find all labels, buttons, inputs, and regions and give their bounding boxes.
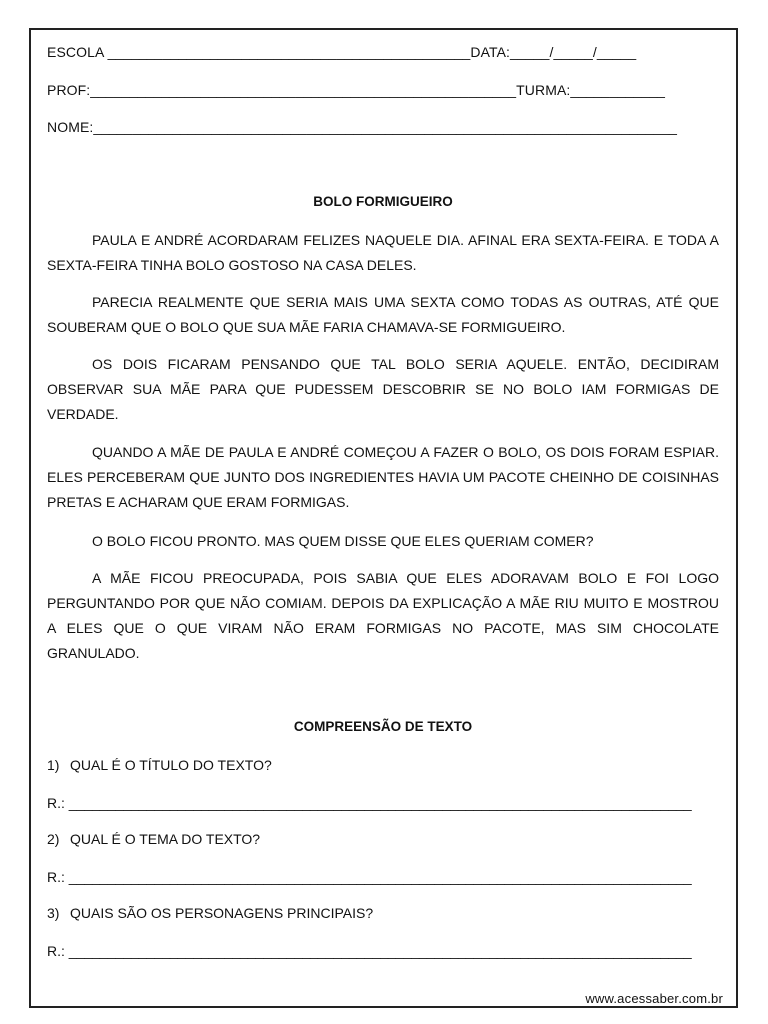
answer-line-2: R.: ________________________________________________________________________________: [47, 869, 692, 885]
question-2: [47, 831, 719, 847]
question-1: [47, 757, 719, 773]
worksheet-border: [29, 28, 738, 1008]
question-number: 1): [47, 757, 60, 773]
story-paragraph: PARECIA REALMENTE QUE SERIA MAIS UMA SEXTA COMO TODAS AS OUTRAS, ATÉ QUE SOUBERAM QUE O BOLO QUE SUA MÃE FARIA CHAMAVA-SE FORMIGUEIRO.: [47, 294, 719, 335]
question-3: [47, 905, 719, 921]
answer-line-3: R.: ________________________________________________________________________________: [47, 943, 692, 959]
question-number: 2): [47, 831, 60, 847]
story-title: BOLO FORMIGUEIRO: [313, 194, 453, 209]
answer-line-1: R.: ________________________________________________________________________________: [47, 795, 692, 811]
name-line: NOME:__________________________________________________________________________: [47, 119, 677, 135]
question-text: QUAIS SÃO OS PERSONAGENS PRINCIPAIS?: [70, 905, 374, 921]
website-footer[interactable]: www.acessaber.com.br: [585, 991, 723, 1006]
story-paragraph: QUANDO A MÃE DE PAULA E ANDRÉ COMEÇOU A FAZER O BOLO, OS DOIS FORAM ESPIAR. ELES PERCEBERAM QUE JUNTO DOS INGREDIENTES HAVIA UM PACOTE CHEINHO DE COISINHAS PRETAS E ACHARAM QUE ERAM FORMIGAS.: [47, 444, 719, 510]
story-paragraph: PAULA E ANDRÉ ACORDARAM FELIZES NAQUELE DIA. AFINAL ERA SEXTA-FEIRA. E TODA A SEXTA-FEIRA TINHA BOLO GOSTOSO NA CASA DELES.: [47, 232, 719, 273]
school-date-line: ESCOLA ______________________________________________DATA:_____/_____/_____: [47, 44, 637, 60]
story-paragraph: A MÃE FICOU PREOCUPADA, POIS SABIA QUE ELES ADORAVAM BOLO E FOI LOGO PERGUNTANDO POR QUE NÃO COMIAM. DEPOIS DA EXPLICAÇÃO A MÃE RIU MUITO E MOSTROU A ELES QUE O QUE VIRAM NÃO ERAM FORMIGAS NO PACOTE, MAS SIM CHOCOLATE GRANULADO.: [47, 570, 719, 661]
question-text: QUAL É O TÍTULO DO TEXTO?: [70, 757, 272, 773]
comprehension-title: COMPREENSÃO DE TEXTO: [293, 719, 473, 734]
question-text: QUAL É O TEMA DO TEXTO?: [70, 831, 261, 847]
question-number: 3): [47, 905, 60, 921]
story-paragraph: OS DOIS FICARAM PENSANDO QUE TAL BOLO SERIA AQUELE. ENTÃO, DECIDIRAM OBSERVAR SUA MÃE PARA QUE PUDESSEM DESCOBRIR SE NO BOLO IAM FORMIGAS DE VERDADE.: [47, 356, 719, 422]
teacher-class-line: PROF:______________________________________________________TURMA:____________: [47, 82, 666, 98]
story-paragraph: O BOLO FICOU PRONTO. MAS QUEM DISSE QUE ELES QUERIAM COMER?: [92, 533, 594, 549]
